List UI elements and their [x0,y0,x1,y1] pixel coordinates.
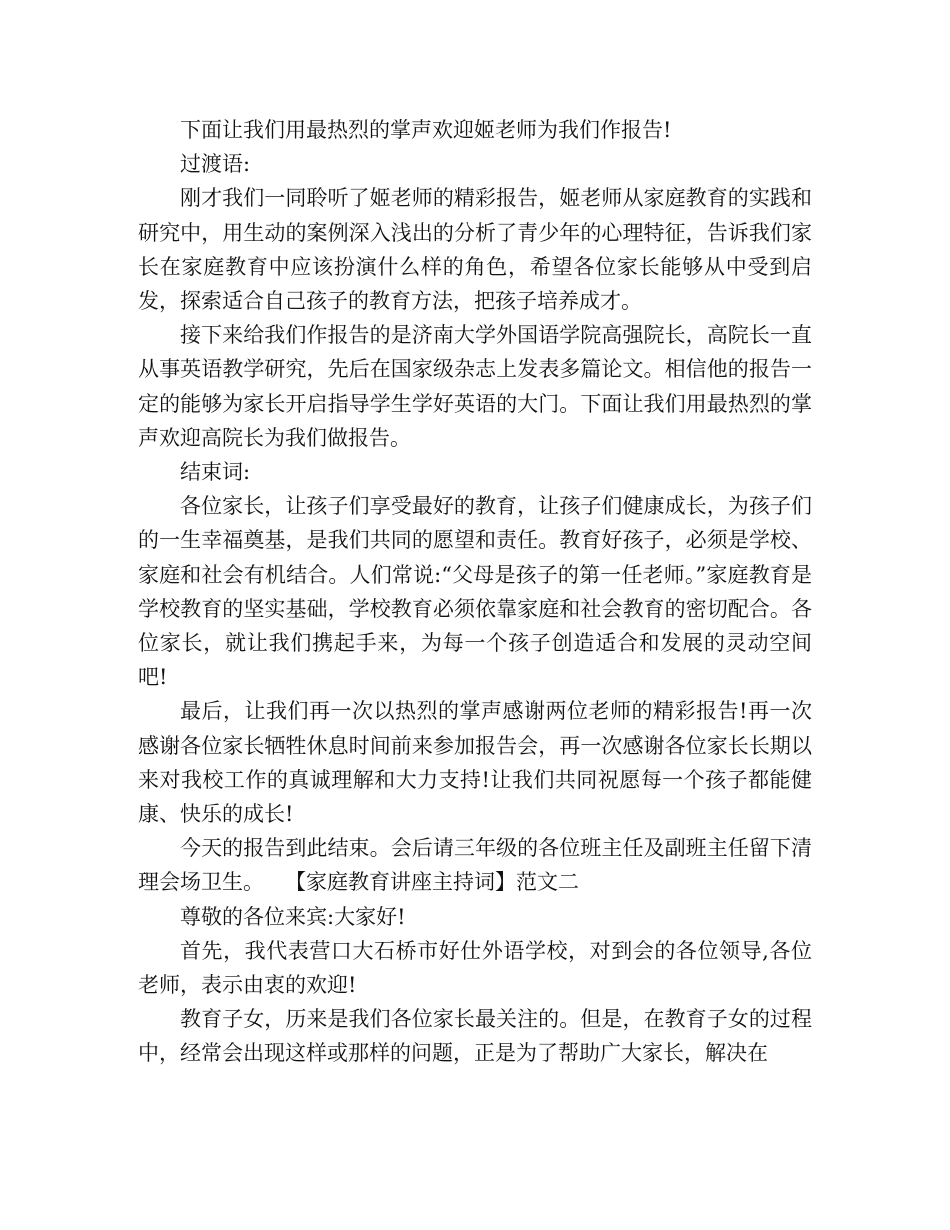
paragraph-welcome: 首先，我代表营口大石桥市好仕外语学校，对到会的各位领导,各位老师，表示由衷的欢迎! [138,938,812,998]
paragraph-closing-heading: 结束词: [180,460,251,485]
paragraph-closing-body: 各位家长，让孩子们享受最好的教育，让孩子们健康成长，为孩子们的一生幸福奠基，是我们共同的愿望和责任。教育好孩子，必须是学校、家庭和社会有机结合。人们常说:“父母是孩子的第一任老师。”家庭教育是学校教育的坚实基础，学校教育必须依靠家庭和社会教育的密切配合。各位家长，就让我们携起手来，为每一个孩子创造适合和发展的灵动空间吧! [138,494,812,690]
paragraph-greeting: 尊敬的各位来宾:大家好! [180,904,406,929]
paragraph-next-speaker: 接下来给我们作报告的是济南大学外国语学院高强院长，高院长一直从事英语教学研究，先后在国家级杂志上发表多篇论文。相信他的报告一定的能够为家长开启指导学生学好英语的大门。下面让我们用最热烈的掌声欢迎高院长为我们做报告。 [138,323,812,450]
paragraph-final-thanks: 最后，让我们再一次以热烈的掌声感谢两位老师的精彩报告!再一次感谢各位家长牺牲休息时间前来参加报告会，再一次感谢各位家长长期以来对我校工作的真诚理解和大力支持!让我们共同祝愿每一个孩子都能健康、快乐的成长! [138,699,812,827]
paragraph-education-intro: 教育子女，历来是我们各位家长最关注的。但是，在教育子女的过程中，经常会出现这样或那样的问题，正是为了帮助广大家长，解决在 [138,1007,812,1066]
paragraph-transition-summary: 刚才我们一同聆听了姬老师的精彩报告，姬老师从家庭教育的实践和研究中，用生动的案例深入浅出的分析了青少年的心理特征，告诉我们家长在家庭教育中应该扮演什么样的角色，希望各位家长能够从中受到启发，探索适合自己孩子的教育方法，把孩子培养成才。 [138,186,812,314]
document-body [138,113,812,1071]
paragraph-meeting-end: 今天的报告到此结束。会后请三年级的各位班主任及副班主任留下清理会场卫生。 【家庭教育讲座主持词】范文二 [138,836,812,895]
paragraph-applause-jiteacher: 下面让我们用最热烈的掌声欢迎姬老师为我们作报告! [180,118,672,142]
paragraph-transition-heading: 过渡语: [180,152,251,177]
